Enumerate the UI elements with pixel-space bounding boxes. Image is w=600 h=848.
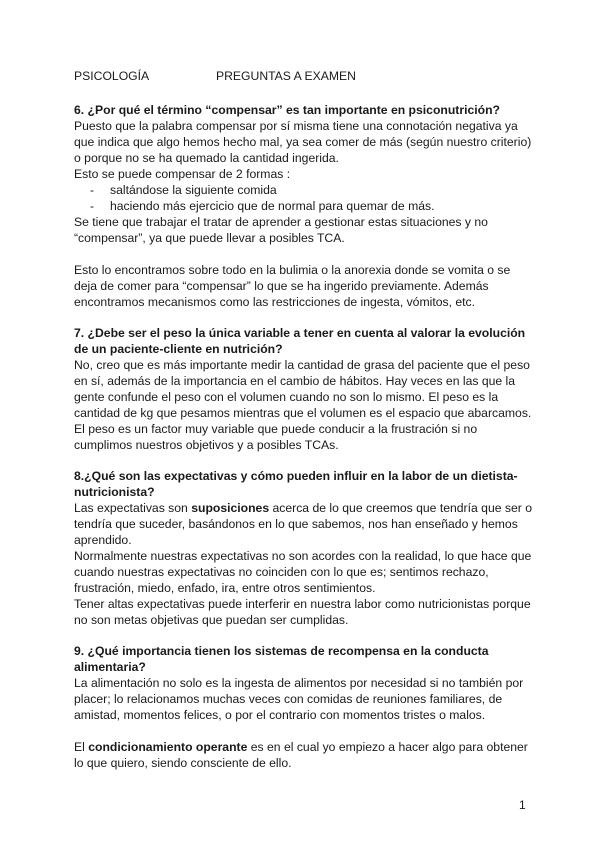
- text-run: acerca de lo que creemos que tendría que ser o tendría que suceder, basándonos en lo que sabemos, nos han enseñado y hemos aprendido.: [74, 501, 532, 547]
- dash-bullet: -: [90, 199, 95, 213]
- question-heading: 7. ¿Debe ser el peso la única variable a tener en cuenta al valorar la evolución de un paciente-cliente en nutrición?: [74, 326, 526, 356]
- question-heading: 9. ¿Qué importancia tienen los sistemas de recompensa en la conducta alimentaria?: [74, 644, 489, 674]
- paragraph: Esto lo encontramos sobre todo en la bulimia o la anorexia donde se vomita o se deja de comer para “compensar” lo que se ha ingerido previamente. Además encontramos mecanismos como las restricciones de ingesta, vómitos, etc.: [74, 263, 511, 309]
- section-question-8: [74, 468, 534, 628]
- section-question-9: [74, 643, 534, 771]
- paragraph: [74, 739, 534, 771]
- text-run: El: [74, 740, 89, 754]
- section-question-7: [74, 325, 534, 453]
- subject-label: PSICOLOGÍA: [74, 69, 150, 83]
- question-heading: 6. ¿Por qué el término “compensar” es tan importante en psiconutrición?: [74, 103, 500, 117]
- list-item: [74, 198, 534, 214]
- list-item-text: saltándose la siguiente comida: [110, 183, 277, 197]
- text-run: es en el cual yo empiezo a hacer algo para obtener lo que quiero, siendo consciente de ello.: [74, 740, 528, 770]
- paragraph: Se tiene que trabajar el tratar de aprender a gestionar estas situaciones y no “compensar”, ya que puede llevar a posibles TCA.: [74, 215, 488, 245]
- document-page: [74, 68, 534, 771]
- bold-term: condicionamiento operante: [88, 740, 248, 754]
- bold-term: suposiciones: [191, 501, 270, 515]
- question-heading: 8.¿Qué son las expectativas y cómo pueden influir en la labor de un dietista-nutricionista?: [74, 469, 518, 499]
- paragraph: Puesto que la palabra compensar por sí misma tiene una connotación negativa ya que indica que algo hemos hecho mal, ya sea comer de más (según nuestro criterio) o porque no se ha quemado la cantidad ingerida.: [74, 119, 532, 165]
- bullet-list: [74, 182, 534, 214]
- paragraph: La alimentación no solo es la ingesta de alimentos por necesidad si no también por placer; lo relacionamos muchas veces con comidas de reuniones familiares, de amistad, momentos felices, o por el contrario con momentos tristes o malos.: [74, 676, 524, 722]
- page-number: 1: [519, 798, 526, 812]
- document-header: [74, 68, 534, 84]
- section-question-6: [74, 102, 534, 310]
- paragraph: Normalmente nuestras expectativas no son acordes con la realidad, lo que hace que cuando nuestras expectativas no coinciden con lo que es; sentimos rechazo, frustración, miedo, enfado, ira, entre otros sentimientos.: [74, 549, 532, 595]
- paragraph: [74, 500, 534, 548]
- document-title: PREGUNTAS A EXAMEN: [216, 69, 356, 83]
- list-item: [74, 182, 534, 198]
- paragraph: No, creo que es más importante medir la cantidad de grasa del paciente que el peso en sí, además de la importancia en el cambio de hábitos. Hay veces en las que la gente confunde el peso con el volumen cuando no son lo mismo. El peso es la cantidad de kg que pesamos mientras que el volumen es el espacio que abarcamos. El peso es un factor muy variable que puede conducir a la frustración si no cumplimos nuestros objetivos y a posibles TCAs.: [74, 358, 532, 452]
- dash-bullet: -: [90, 183, 95, 197]
- paragraph: Esto se puede compensar de 2 formas :: [74, 167, 291, 181]
- list-item-text: haciendo más ejercicio que de normal para quemar de más.: [110, 199, 435, 213]
- text-run: Las expectativas son: [74, 501, 192, 515]
- paragraph: Tener altas expectativas puede interferir en nuestra labor como nutricionistas porque no son metas objetivas que puedan ser cumplidas.: [74, 597, 531, 627]
